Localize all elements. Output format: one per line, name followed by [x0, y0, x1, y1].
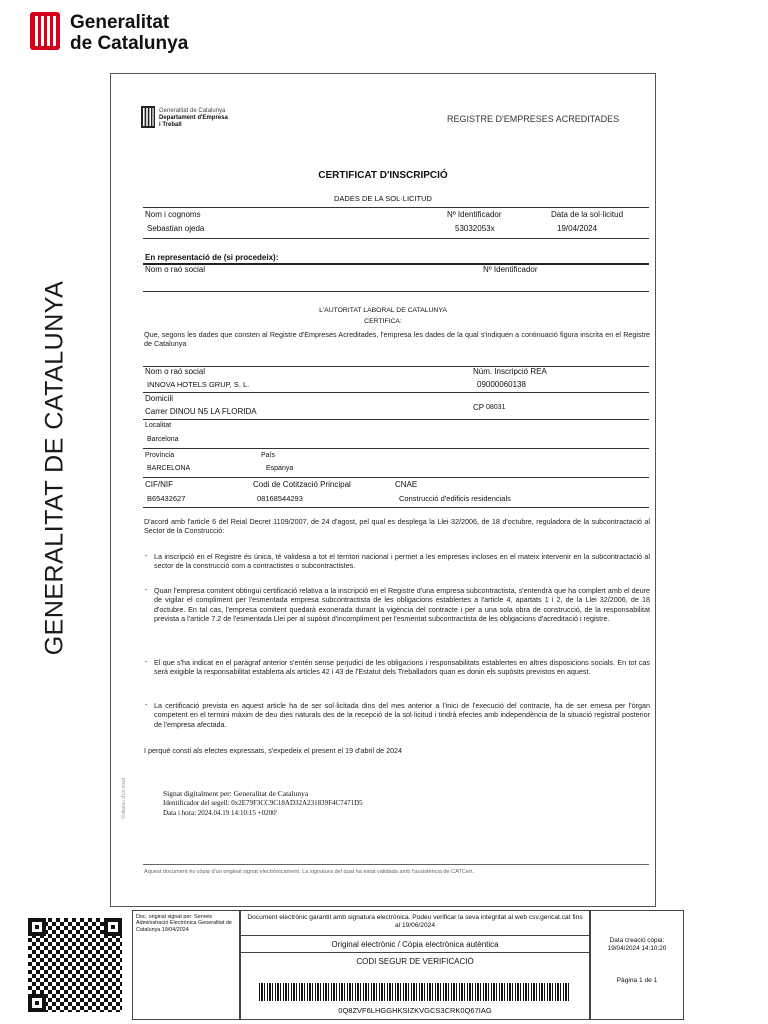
province-label: Província [145, 452, 175, 459]
company-value: INNOVA HOTELS GRUP, S. L. [147, 380, 250, 389]
company-label: Nom o raó social [145, 367, 206, 376]
authority-line: L'AUTORITAT LABORAL DE CATALUNYA [319, 307, 447, 314]
country-label: País [261, 452, 276, 459]
csv-title: CODI SEGUR DE VERIFICACIÓ [356, 957, 474, 966]
side-note: Vistiplau d'un visat [121, 777, 127, 819]
org-name-line1: Generalitat [70, 12, 170, 33]
dept-line2: Departament d'Empresa [159, 115, 228, 121]
org-name-line2: de Catalunya [70, 33, 189, 54]
page-indicator: Pàgina 1 de 1 [616, 977, 658, 984]
certifies-line: CERTIFICA: [364, 318, 402, 325]
divider [143, 238, 649, 239]
cnae-label: CNAE [395, 480, 418, 489]
qr-code[interactable] [22, 910, 130, 1018]
verification-strip [22, 910, 684, 1020]
vertical-title: GENERALITAT DE CATALUNYA [40, 280, 69, 656]
divider [143, 291, 649, 292]
rea-value: 09000060138 [477, 380, 526, 389]
cnae-value: Construcció d'edificis residencials [399, 494, 511, 503]
divider [143, 864, 649, 865]
ccc-value: 08168544293 [257, 494, 303, 503]
copy-type: Original electrònic / Còpia electrònica autèntica [331, 940, 499, 949]
rea-label: Núm. Inscripció REA [473, 367, 547, 376]
registry-title: REGISTRE D'EMPRESES ACREDITADES [447, 114, 620, 124]
divider [241, 952, 589, 953]
department-emblem-icon [141, 106, 155, 128]
generalitat-emblem-icon [30, 12, 60, 50]
divider [143, 477, 649, 478]
guarantee-text: Document electrònic garantit amb signatura electrònica. Podeu verificar la seva integritat al web csv.gencat.cat fins al 19/06/2024 [247, 914, 583, 929]
signature-line3: Data i hora: 2024.04.19 14:10:15 +0200' [163, 809, 277, 817]
legal-paragraph-1: D'acord amb l'article 6 del Reial Decret 1109/2007, de 24 d'agost, pel qual es desplega la Llei 32/2006, de 18 d'octubre, reguladora de la subcontractació al Sector de la Construcció: [144, 517, 650, 536]
barcode[interactable] [259, 983, 569, 1001]
cp-value: 08031 [486, 404, 506, 411]
intro-paragraph: Que, segons les dades que consten al Registre d'Empreses Acreditades, l'empresa les dades de la qual s'indiquen a continuació figura inscrita en el Registre de Catalunya [144, 330, 650, 349]
divider [143, 419, 649, 420]
id-value: 53032053x [455, 224, 495, 233]
dept-line1: Generalitat de Catalunya [159, 108, 226, 114]
divider [241, 935, 589, 936]
bullet-dash: - [145, 587, 148, 594]
address-label: Domicili [145, 394, 173, 403]
created-label: Data creació còpia: [609, 937, 665, 944]
representation-id-label: Nº Identificador [483, 265, 538, 274]
representation-name-label: Nom o raó social [145, 265, 206, 274]
certificate-page [110, 73, 656, 907]
divider [143, 392, 649, 393]
cif-label: CIF/NIF [145, 480, 173, 489]
guarantee-box [240, 910, 590, 1020]
cp-label: CP [473, 403, 485, 412]
bullet-dash: - [145, 659, 148, 666]
doc-original-text: Doc. original signat per: Serveis Administració Electrònica Generalitat de Catalunya 19/04/2024 [136, 914, 232, 933]
divider [143, 507, 649, 508]
bullet-dash: - [145, 702, 148, 709]
legal-paragraph-4: El que s'ha indicat en el paràgraf anterior s'entén sense perjudici de les obligacions i responsabilitats establertes en altres disposicions socials. En tot cas serà exigible la responsabilitat establerta als articles 42 i 43 de l'Estatut dels Treballadors quan es donin els supòsits previstos en aquest. [154, 658, 650, 677]
csv-code[interactable]: 0Q8ZVF6LHGGHKSIZKVGCS3CRK0Q67IAG [338, 1006, 492, 1015]
certificate-title: CERTIFICAT D'INSCRIPCIÓ [318, 170, 448, 181]
legal-paragraph-5: La certificació prevista en aquest article ha de ser sol·licitada dins del mes anterior a l'inici de l'execució del contracte, ha de ser emesa per l'òrgan competent en el termini màxim de deu dies naturals des de la recepció de la sol·licitud i tindrà efectes amb independència de la situació registral posterior de l'empresa afectada. [154, 701, 650, 729]
locality-label: Localitat [145, 422, 172, 429]
representation-title: En representació de (si procedeix): [145, 253, 279, 262]
vertical-title-wrap [0, 248, 110, 688]
address-value: Carrer DINOU N5 LA FLORIDA [145, 407, 257, 416]
country-value: Espanya [266, 465, 294, 472]
bullet-dash: - [145, 553, 148, 560]
divider [143, 263, 649, 265]
date-value: 19/04/2024 [557, 224, 598, 233]
date-label: Data de la sol·licitud [551, 210, 624, 219]
dept-line3: i Treball [159, 122, 182, 128]
legal-paragraph-3: Quan l'empresa comitent obtingui certificació relativa a la inscripció en el Registre d'una empresa subcontractista, s'entendrà que ha complert amb el deure de vigilar el compliment per l'esmentada empresa subcontractista de les obligacions establertes a l'article 4, apartats 1 i 2, de la Llei 32/2006, de 18 d'octubre. En tal cas, l'empresa comitent quedarà exonerada durant la vigència del contracte i per a una sola obra de construcció, de la responsabilitat prevista a l'article 7.2 de l'esmentada Llei per al supòsit d'incompliment per l'esmentat subcontractista de les obligacions d'acreditació i registre. [154, 586, 650, 624]
ccc-label: Codi de Cotització Principal [253, 480, 351, 489]
signature-line1: Signat digitalment per: Generalitat de Catalunya [163, 789, 309, 798]
divider [143, 366, 649, 367]
name-value: Sebastian ojeda [147, 224, 205, 233]
signature-line2: Identificador del segell: 0x2E79F3CC9C18AD32A231839F4C7471D5 [163, 799, 363, 807]
original-signature-box [132, 910, 240, 1020]
id-label: Nº Identificador [447, 210, 502, 219]
request-section-title: DADES DE LA SOL·LICITUD [334, 194, 432, 203]
legal-paragraph-2: La inscripció en el Registre és única, té validesa a tot el territori nacional i permet a les empreses incloses en el mateix intervenir en la subcontractació al sector de la construcció com a contractistes o subcontractistes. [154, 552, 650, 571]
province-value: BARCELONA [147, 465, 191, 472]
locality-value: Barcelona [147, 436, 179, 443]
name-label: Nom i cognoms [145, 210, 201, 219]
divider [143, 448, 649, 449]
created-value: 19/04/2024 14:10:20 [607, 945, 667, 952]
closing-line: I perquè consti als efectes expressats, s'expedeix el present el 19 d'abril de 2024 [144, 746, 403, 755]
footer-note: Aquest document és còpia d'un original signat electrònicament. La signatura del qual ha estat validada amb l'assistència de CATCert. [144, 869, 475, 875]
copy-info-box [590, 910, 684, 1020]
cif-value: B65432627 [147, 494, 186, 503]
divider [143, 207, 649, 208]
